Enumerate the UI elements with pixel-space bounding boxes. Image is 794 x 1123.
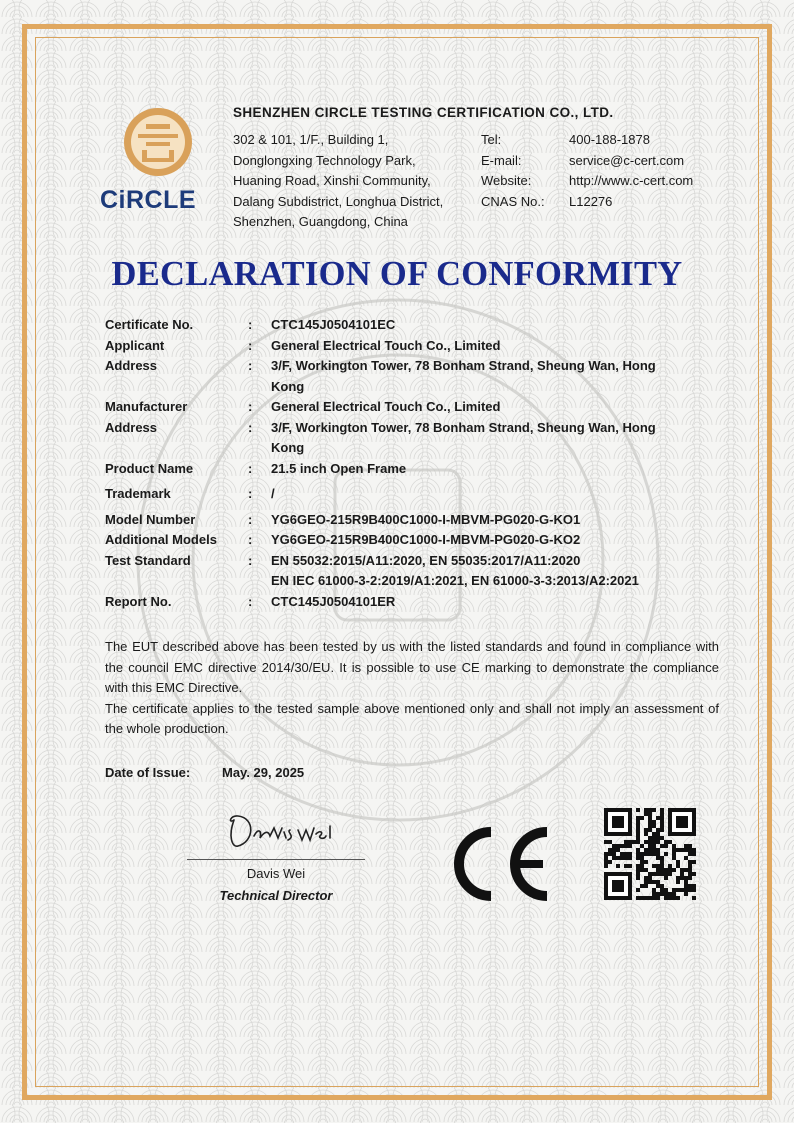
- contact-website: [481, 171, 693, 192]
- field-separator: :: [248, 419, 253, 435]
- field-product-name: [105, 459, 705, 480]
- contact-label: E-mail:: [481, 152, 522, 168]
- field-value: YG6GEO-215R9B400C1000-I-MBVM-PG020-G-KO2: [271, 532, 581, 547]
- field-label: Product Name: [105, 460, 194, 476]
- company-address: [233, 130, 443, 233]
- field-label: Manufacturer: [105, 399, 188, 414]
- date-of-issue: [105, 765, 304, 780]
- contact-value: L12276: [569, 193, 613, 209]
- field-separator: :: [248, 317, 253, 332]
- field-certificate-no: [105, 315, 705, 336]
- field-manufacturer: [105, 397, 705, 418]
- issue-label: Date of Issue:: [105, 765, 191, 780]
- address-line: Shenzhen, Guangdong, China: [233, 214, 408, 229]
- field-value: 3/F, Workington Tower, 78 Bonham Strand, Sheung Wan, Hong Kong: [271, 419, 656, 455]
- qr-code-icon[interactable]: [604, 808, 696, 900]
- field-label: Address: [105, 358, 158, 373]
- field-value: CTC145J0504101EC: [271, 317, 396, 332]
- address-line: Huaning Road, Xinshi Community,: [233, 173, 431, 188]
- field-report-no: [105, 592, 705, 613]
- field-value: General Electrical Touch Co., Limited: [271, 337, 501, 353]
- field-separator: :: [248, 399, 253, 414]
- field-value: /: [271, 486, 275, 501]
- field-separator: :: [248, 532, 253, 547]
- compliance-statement: [105, 637, 719, 740]
- field-separator: :: [248, 511, 253, 527]
- contact-label: Tel:: [481, 132, 502, 147]
- contact-value: 400-188-1878: [569, 132, 650, 147]
- field-separator: :: [248, 552, 253, 568]
- statement-paragraph: The certificate applies to the tested sample above mentioned only and shall not imply an assessment of the whole production.: [105, 700, 719, 736]
- statement-paragraph: The EUT described above has been tested by us with the listed standards and found in compliance with the council EMC directive 2014/30/EU. It is possible to use CE marking to demonstrate the compliance with this EMC Directive.: [105, 639, 719, 695]
- address-line: 302 & 101, 1/F., Building 1,: [233, 132, 389, 147]
- field-test-standard: [105, 551, 705, 592]
- contact-tel: [481, 130, 693, 151]
- address-line: Donglongxing Technology Park,: [233, 152, 416, 168]
- field-value: 3/F, Workington Tower, 78 Bonham Strand, Sheung Wan, Hong Kong: [271, 358, 656, 394]
- field-label: Test Standard: [105, 552, 191, 568]
- field-applicant-address: [105, 356, 705, 397]
- issue-value: May. 29, 2025: [222, 765, 305, 780]
- contact-value[interactable]: http://www.c-cert.com: [569, 173, 694, 188]
- company-name: SHENZHEN CIRCLE TESTING CERTIFICATION CO., LTD.: [233, 105, 614, 120]
- field-manufacturer-address: [105, 418, 705, 459]
- field-label: Model Number: [105, 511, 196, 527]
- contact-value[interactable]: service@c-cert.com: [569, 152, 685, 168]
- contact-email: [481, 151, 693, 172]
- field-label: Trademark: [105, 486, 171, 501]
- field-value: General Electrical Touch Co., Limited: [271, 399, 501, 414]
- signature-line: [187, 859, 365, 860]
- field-label: Additional Models: [105, 532, 217, 547]
- field-separator: :: [248, 460, 253, 476]
- field-label: Report No.: [105, 593, 172, 609]
- field-label: Certificate No.: [105, 317, 194, 332]
- field-value: 21.5 inch Open Frame: [271, 460, 407, 476]
- field-label: Address: [105, 419, 158, 435]
- contact-label: CNAS No.:: [481, 193, 545, 209]
- company-contacts: [481, 130, 693, 212]
- ce-mark-icon: [447, 826, 553, 902]
- logo-wordmark: CiRCLE: [100, 186, 197, 214]
- contact-label: Website:: [481, 173, 532, 188]
- field-trademark: [105, 484, 705, 505]
- document-title: DECLARATION OF CONFORMITY: [111, 255, 683, 293]
- contact-cnas: [481, 192, 693, 213]
- field-value: EN 55032:2015/A11:2020, EN 55035:2017/A11:2020 EN IEC 61000-3-2:2019/A1:2021, EN 61000-3-3:2013/A2:2021: [271, 552, 639, 588]
- field-value: YG6GEO-215R9B400C1000-I-MBVM-PG020-G-KO1: [271, 511, 581, 527]
- signer-name: Davis Wei: [246, 866, 306, 881]
- field-applicant: [105, 336, 705, 357]
- signer-title: Technical Director: [219, 888, 333, 903]
- field-value: CTC145J0504101ER: [271, 593, 396, 609]
- field-separator: :: [248, 593, 253, 609]
- field-label: Applicant: [105, 337, 165, 353]
- field-separator: :: [248, 358, 253, 373]
- field-separator: :: [248, 486, 253, 501]
- field-additional-models: [105, 530, 705, 551]
- field-model-number: [105, 510, 705, 531]
- certificate-fields: [105, 315, 705, 612]
- handwritten-signature: [224, 806, 344, 854]
- field-separator: :: [248, 337, 253, 353]
- address-line: Dalang Subdistrict, Longhua District,: [233, 193, 444, 209]
